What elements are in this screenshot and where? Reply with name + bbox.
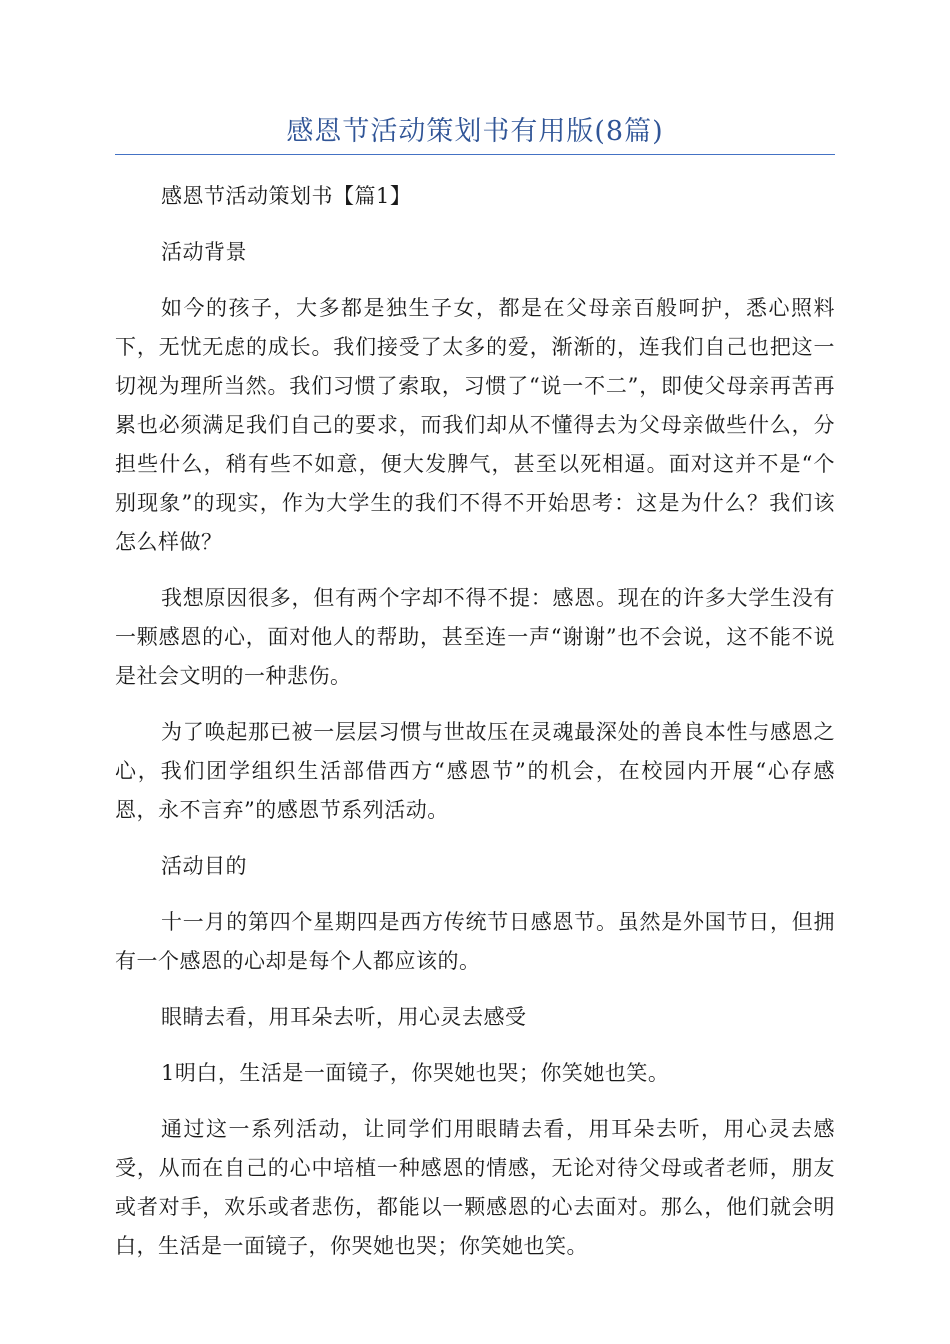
paragraph-background-2: 我想原因很多，但有两个字却不得不提：感恩。现在的许多大学生没有一颗感恩的心，面对他人的帮助，甚至连一声“谢谢”也不会说，这不能不说是社会文明的一种悲伤。 bbox=[115, 586, 835, 688]
paragraph-purpose-4: 通过这一系列活动，让同学们用眼睛去看，用耳朵去听，用心灵去感受，从而在自己的心中培植一种感恩的情感，无论对待父母或者老师，朋友或者对手，欢乐或者悲伤，都能以一颗感恩的心去面对。那么，他们就会明白，生活是一面镜子，你哭她也哭；你笑她也笑。 bbox=[115, 1117, 835, 1258]
paragraph-purpose-1: 十一月的第四个星期四是西方传统节日感恩节。虽然是外国节日，但拥有一个感恩的心却是每个人都应该的。 bbox=[115, 910, 835, 973]
paragraph-background-1: 如今的孩子，大多都是独生子女，都是在父母亲百般呵护，悉心照料下，无忧无虑的成长。我们接受了太多的爱，渐渐的，连我们自己也把这一切视为理所当然。我们习惯了索取，习惯了“说一不二”，即使父母亲再苦再累也必须满足我们自己的要求，而我们却从不懂得去为父母亲做些什么，分担些什么，稍有些不如意，便大发脾气，甚至以死相逼。面对这并不是“个别现象”的现实，作为大学生的我们不得不开始思考：这是为什么？我们该怎么样做？ bbox=[115, 296, 835, 554]
section-heading-part1: 感恩节活动策划书【篇1】 bbox=[161, 184, 412, 208]
document-title: 感恩节活动策划书有用版(8篇) bbox=[286, 116, 664, 147]
subheading-background: 活动背景 bbox=[161, 240, 247, 264]
paragraph-background-3: 为了唤起那已被一层层习惯与世故压在灵魂最深处的善良本性与感恩之心，我们团学组织生活部借西方“感恩节”的机会，在校园内开展“心存感恩，永不言弃”的感恩节系列活动。 bbox=[115, 720, 835, 822]
document-body bbox=[115, 177, 835, 1283]
subheading-purpose: 活动目的 bbox=[161, 854, 247, 878]
paragraph-purpose-2: 眼睛去看，用耳朵去听，用心灵去感受 bbox=[161, 1005, 527, 1029]
paragraph-purpose-3: 1明白，生活是一面镜子，你哭她也哭；你笑她也笑。 bbox=[161, 1061, 670, 1085]
title-underline bbox=[115, 154, 835, 155]
